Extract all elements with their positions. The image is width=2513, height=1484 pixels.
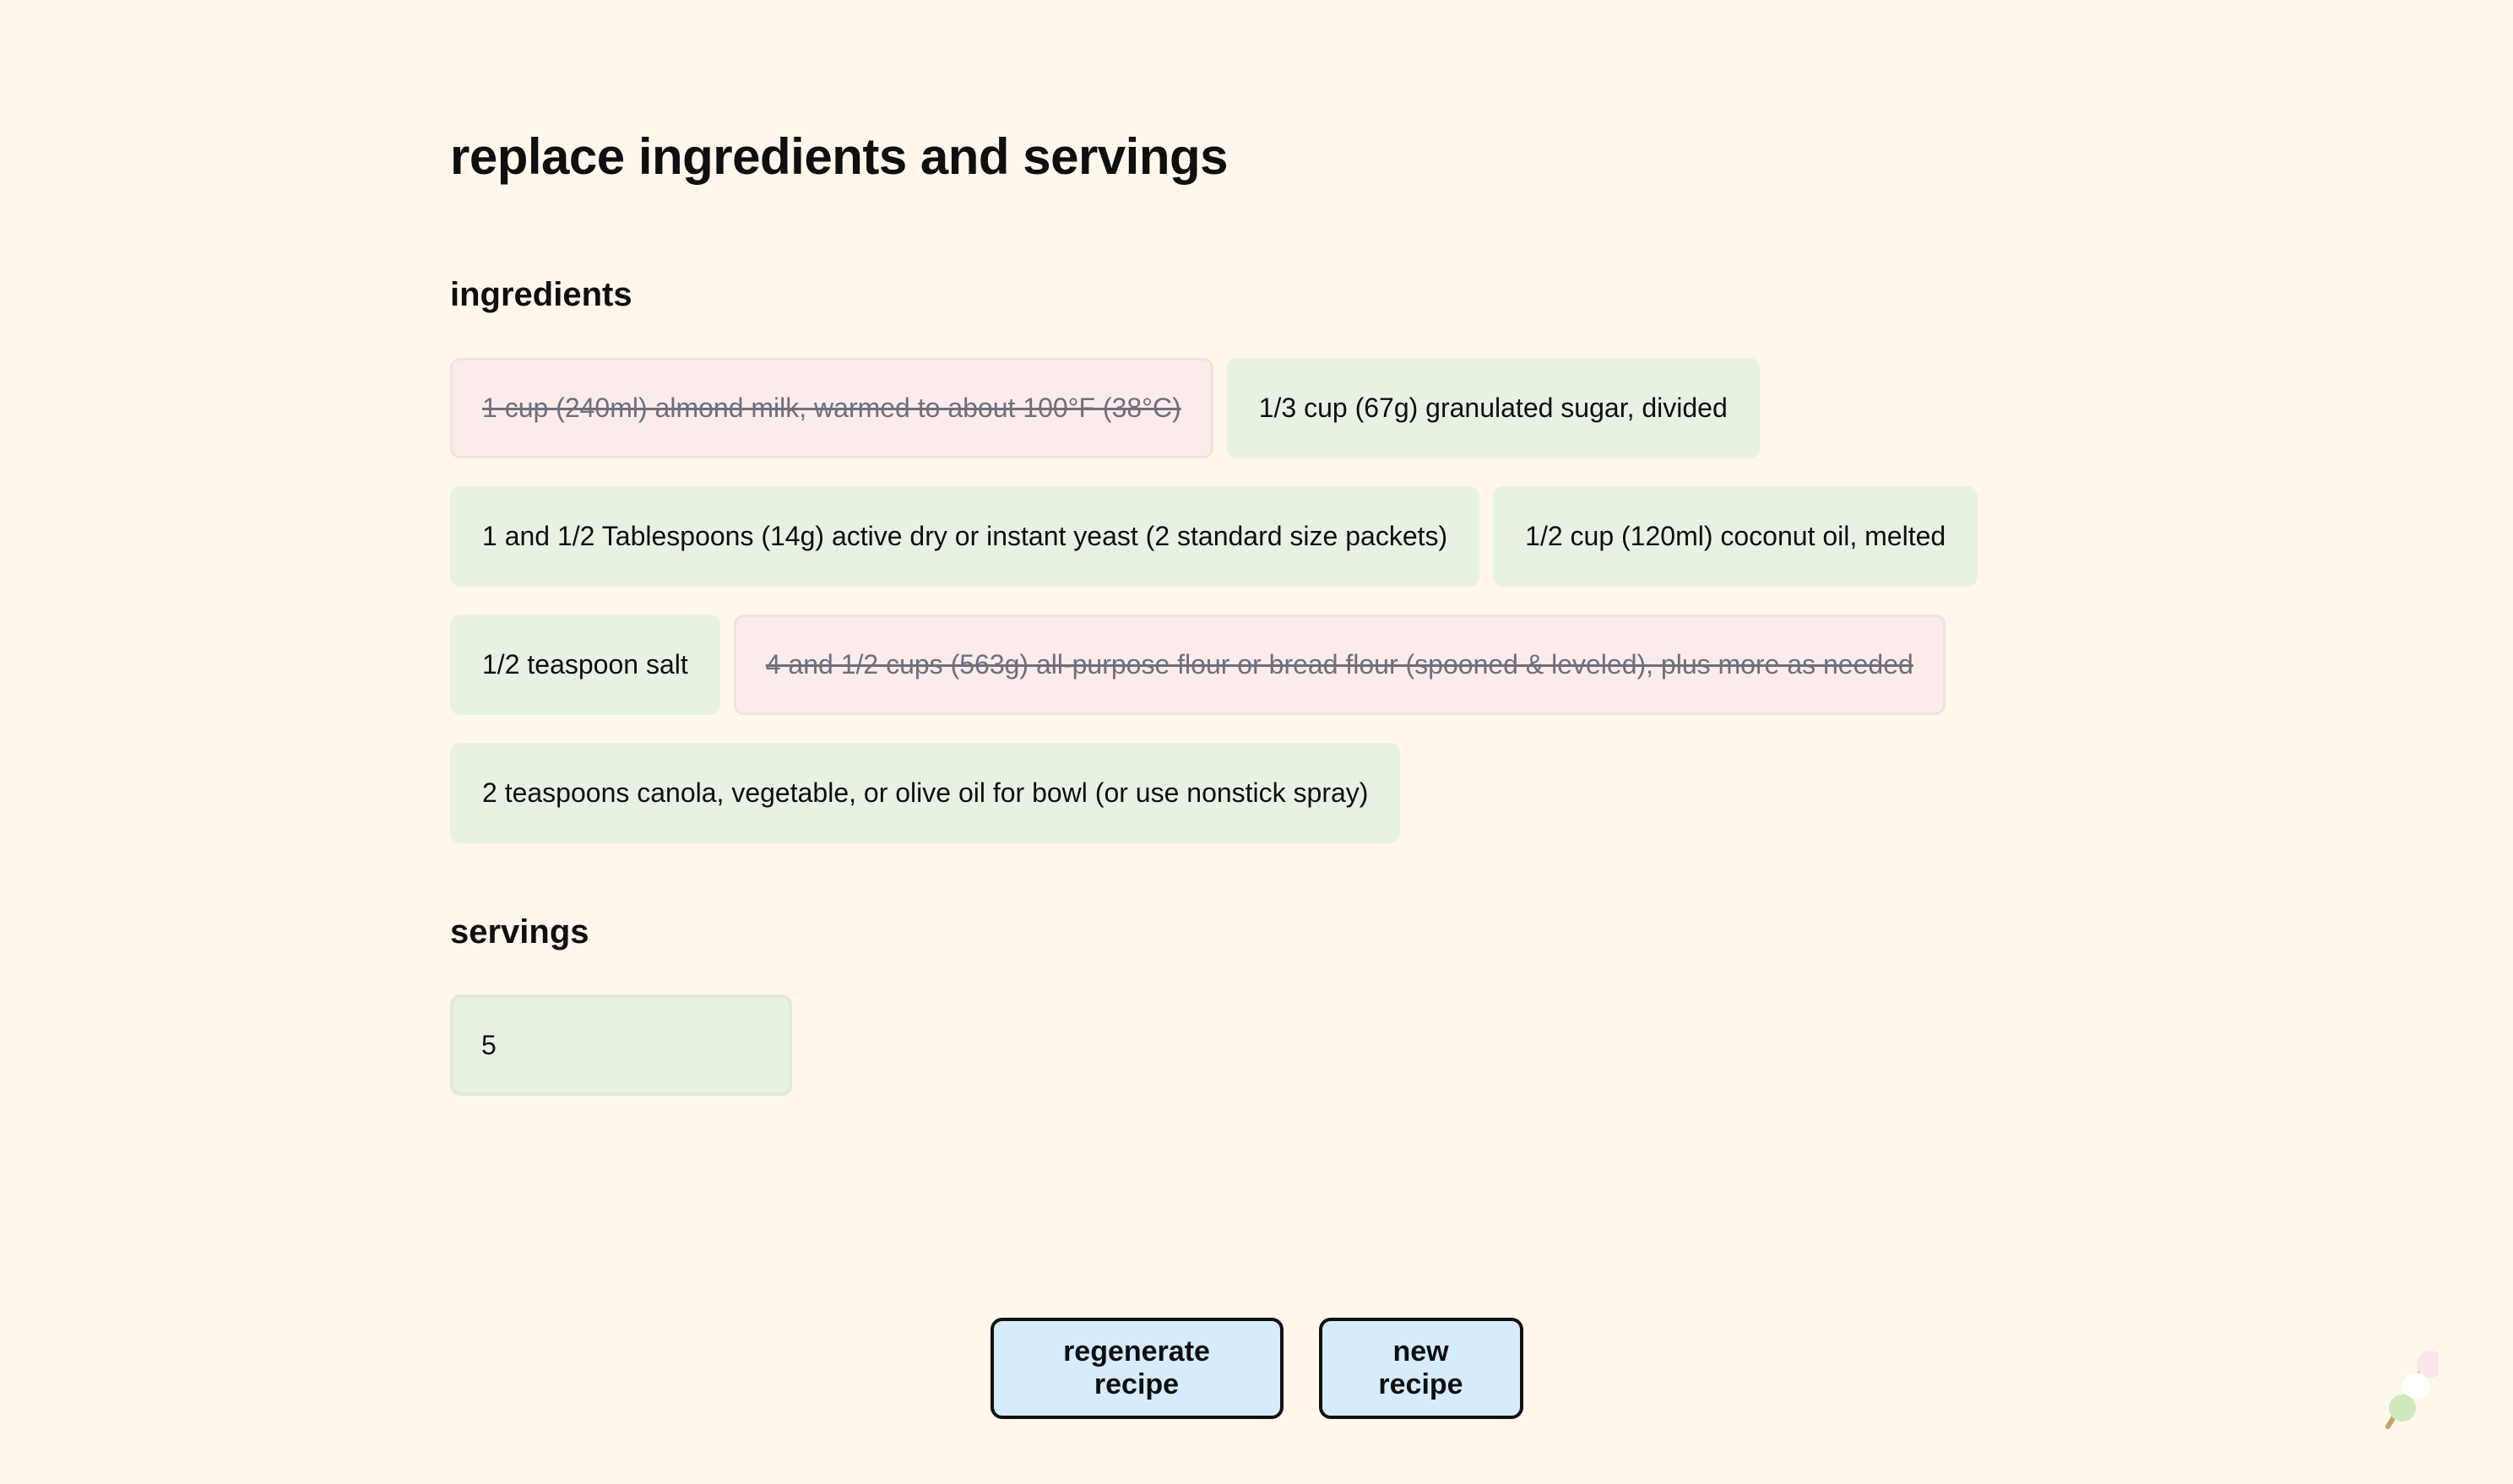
- servings-input[interactable]: [450, 994, 792, 1096]
- ingredient-chip[interactable]: 1/2 teaspoon salt: [450, 615, 720, 715]
- ingredient-chip[interactable]: 1 and 1/2 Tablespoons (14g) active dry or instant yeast (2 standard size packets): [450, 486, 1479, 587]
- dango-icon: [2380, 1342, 2439, 1435]
- ingredient-chip[interactable]: 1 cup (240ml) almond milk, warmed to about 100°F (38°C): [450, 358, 1213, 458]
- ingredient-chip[interactable]: 1/3 cup (67g) granulated sugar, divided: [1227, 358, 1760, 458]
- ingredient-chip[interactable]: 1/2 cup (120ml) coconut oil, melted: [1493, 486, 1978, 587]
- new-recipe-button[interactable]: new recipe: [1319, 1318, 1523, 1419]
- ingredient-list: [450, 358, 2012, 843]
- regenerate-recipe-button[interactable]: regenerate recipe: [991, 1318, 1284, 1419]
- ingredient-chip[interactable]: 2 teaspoons canola, vegetable, or olive oil for bowl (or use nonstick spray): [450, 743, 1400, 843]
- servings-heading: servings: [450, 913, 589, 951]
- ingredients-heading: ingredients: [450, 276, 632, 313]
- ingredient-chip[interactable]: 4 and 1/2 cups (563g) all-purpose flour or bread flour (spooned & leveled), plus more as needed: [734, 615, 1946, 715]
- action-bar: [0, 1318, 2513, 1419]
- page-title: replace ingredients and servings: [450, 128, 1229, 185]
